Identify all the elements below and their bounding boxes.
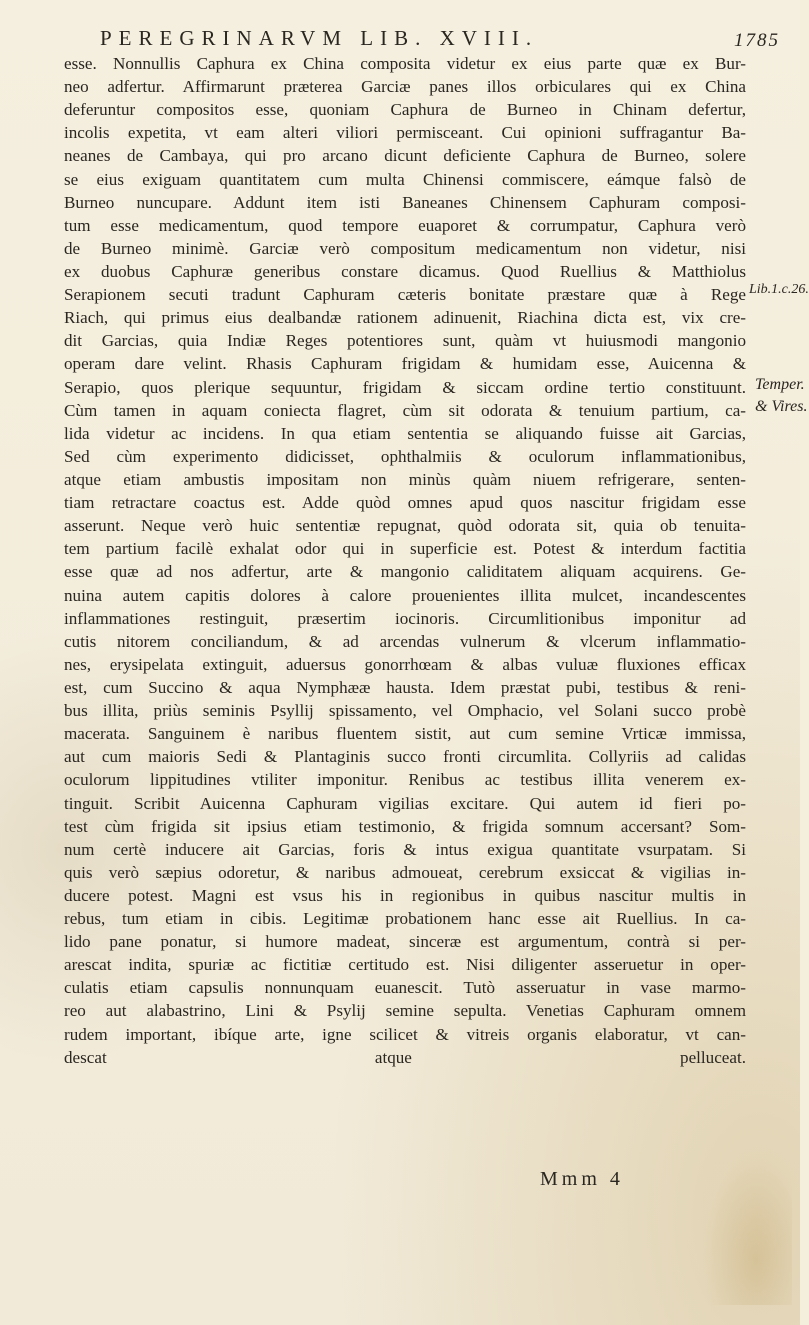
text-line: Sed cùm experimento didicisset, ophthalmiis & oculorum inflammationibus, [64,446,746,466]
running-title: PEREGRINARVM LIB. XVIII. [100,26,539,50]
text-line: neo adfertur. Affirmarunt præterea Garciæ panes illos orbiculares qui ex China [64,77,746,97]
text-line: lido pane ponatur, si humore madeat, sinceræ est argumentum, contrà si per- [64,932,746,952]
text-line: cutis nitorem conciliandum, & ad arcendas vulnerum & vlcerum inflammatio- [64,631,746,651]
text-line: Serapionem secuti tradunt Caphuram cæteris bonitate præstare quæ à Rege [64,285,746,305]
body-text [64,52,746,1092]
text-line [64,1069,746,1092]
margin-note-reference: Lib.1.c.26. [749,282,809,297]
text-line: tem partium facilè exhalat odor qui in superficie est. Potest & interdum factitia [64,539,746,559]
text-line: deferuntur compositos esse, quoniam Caphura de Burneo in Chinam defertur, [64,100,746,120]
text-line: descat atque pelluceat. [64,1047,746,1067]
margin-note-temper: Temper. [755,376,805,393]
text-line: culatis etiam capsulis nonnunquam euanescit. Tutò asseruatur in vase marmo- [64,978,746,998]
signature-mark: Mmm 4 [540,1168,624,1190]
text-line: num certè inducere ait Garcias, foris & intus exigua quantitate vsurpatam. Si [64,839,746,859]
text-line: est, cum Succino & aqua Nymphææ hausta. Idem præstat pubi, testibus & reni- [64,677,746,697]
text-line: incolis expetita, vt eam alteri viliori permisceant. Cui opinioni suffragantur Ba- [64,123,746,143]
text-line: neanes de Cambaya, qui pro arcano dicunt deficiente Caphura de Burneo, solere [64,146,746,166]
text-line: lida videtur ac incidens. In qua etiam sententia se aliquando fuisse ait Garcias, [64,423,746,443]
text-line: atque etiam ambustis impositam non minùs quàm niuem refrigerare, senten- [64,469,746,489]
text-line: esse quæ ad nos adfertur, arte & mangonio caliditatem aliquam acquirens. Ge- [64,562,746,582]
text-line: de Burneo minimè. Garciæ verò compositum medicamentum non videtur, nisi [64,238,746,258]
page-number: 1785 [734,30,780,51]
text-line: ex duobus Caphuræ generibus constare dicamus. Quod Ruellius & Matthiolus [64,261,746,281]
text-line: arescat indita, spuriæ ac fictitiæ certitudo est. Nisi diligenter asseruetur in oper- [64,955,746,975]
text-line: tiam retractare coactus est. Adde quòd omnes apud quos nascitur frigidam esse [64,493,746,513]
margin-note-vires: & Vires. [755,398,808,415]
text-line: esse. Nonnullis Caphura ex China composita videtur ex eius parte quæ ex Bur- [64,54,746,73]
text-line: aut cum maioris Sedi & Plantaginis succo fronti circumlita. Collyriis ad calidas [64,747,746,767]
text-line: quis verò sæpius odoretur, & naribus admoueat, cerebrum exsiccat & vigilias in- [64,862,746,882]
text-line: nuina autem capitis dolores à calore prouenientes illita mulcet, incandescentes [64,585,746,605]
text-line: test cùm frigida sit ipsius etiam testimonio, & frigida somnum accersant? Som- [64,816,746,836]
running-head [100,20,790,50]
text-line: ducere potest. Magni est vsus his in regionibus in quibus nascitur multis in [64,885,746,905]
text-line: nes, erysipelata extinguit, aduersus gonorrhœam & albas vuluæ fluxiones efficax [64,654,746,674]
text-line: se eius exiguam quantitatem cum multa Chinensi commiscere, eámque falsò de [64,169,746,189]
text-line: oculorum lippitudines vtiliter imponitur. Renibus ac testibus illita venerem ex- [64,770,746,790]
text-line: bus illita, priùs seminis Psyllij spissamento, vel Omphacio, vel Solani succo probè [64,701,746,721]
text-line: Riach, qui primus eius dealbandæ rationem adinuenit, Riachina dicta est, vix cre- [64,308,746,328]
text-line: Serapio, quos plerique sequuntur, frigidam & siccam ordine tertio constituunt. [64,377,746,397]
text-line: macerata. Sanguinem è naribus fluentem sistit, aut cum semine Vrticæ immissa, [64,724,746,744]
text-line: dit Garcias, quia Indiæ Reges potentiores sunt, quàm vt huiusmodi mangonio [64,331,746,351]
text-line: tinguit. Scribit Auicenna Caphuram vigilias excitare. Qui autem id fieri po- [64,793,746,813]
text-line: asserunt. Neque verò huic sententiæ repugnat, quòd odorata sit, quia ob tenuita- [64,516,746,536]
text-line: rudem important, ibíque arte, igne scilicet & vitreis organis elaboratur, vt can- [64,1024,746,1044]
text-line: tum esse medicamentum, quod tempore euaporet & corrumpatur, Caphura verò [64,215,746,235]
text-line: Cùm tamen in aquam coniecta flagret, cùm sit odorata & tenuium partium, ca- [64,400,746,420]
text-line: inflammationes restinguit, præsertim iocinoris. Circumlitionibus imponitur ad [64,608,746,628]
text-line: operam dare velint. Rhasis Caphuram frigidam & humidam esse, Auicenna & [64,354,746,374]
paper-stain [702,1155,792,1305]
text-line: reo aut alabastrino, Lini & Psylij semine sepulta. Venetias Caphuram omnem [64,1001,746,1021]
text-line: Burneo nuncupare. Addunt item isti Baneanes Chinensem Caphuram composi- [64,192,746,212]
text-line: rebus, tum etiam in cibis. Legitimæ probationem hanc esse ait Ruellius. In ca- [64,909,746,929]
